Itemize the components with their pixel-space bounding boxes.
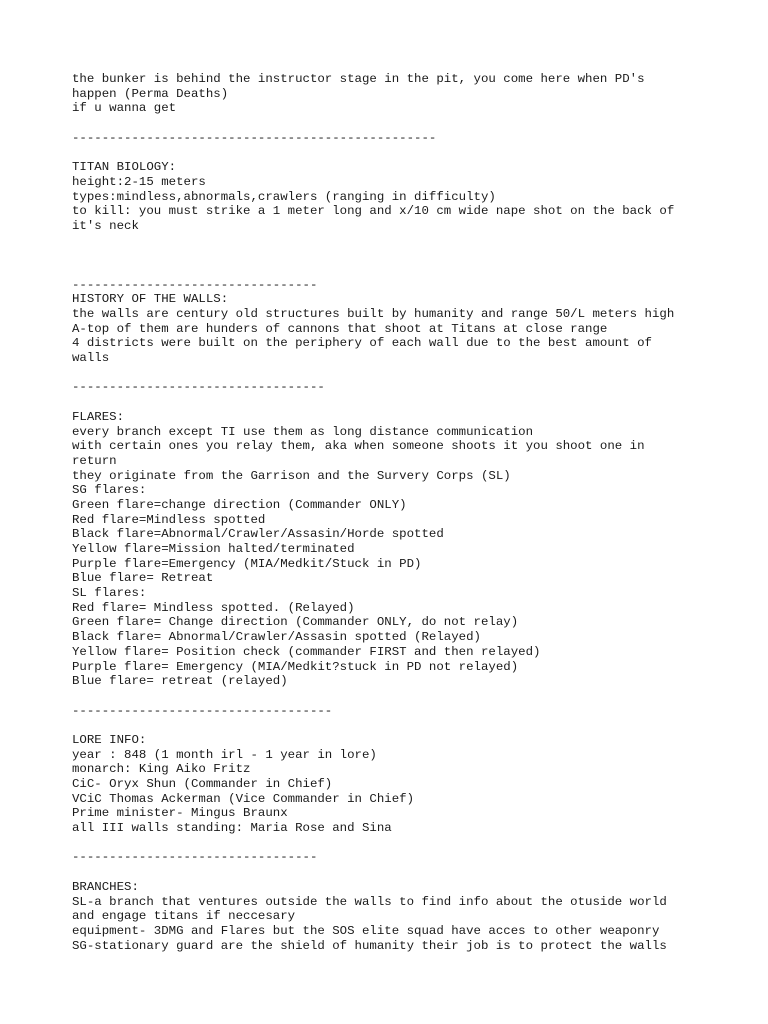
- text-line: Prime minister- Mingus Braunx: [72, 806, 288, 821]
- text-line: Red flare=Mindless spotted: [72, 512, 266, 527]
- text-line: Purple flare=Emergency (MIA/Medkit/Stuck in PD): [72, 556, 422, 571]
- text-line: Blue flare= Retreat: [72, 571, 214, 586]
- text-line: ---------------------------------: [72, 850, 318, 865]
- text-line: [72, 836, 712, 851]
- text-line: equipment- 3DMG and Flares but the SOS elite squad have acces to other weaponry: [72, 923, 660, 938]
- text-line: -------------------------------------------------: [72, 130, 437, 145]
- text-line: return: [72, 453, 117, 468]
- text-line: [72, 145, 712, 160]
- text-line: types:mindless,abnormals,crawlers (ranging in difficulty): [72, 189, 496, 204]
- text-line: Red flare= Mindless spotted. (Relayed): [72, 600, 355, 615]
- document-body: [72, 72, 712, 953]
- text-line: BRANCHES:: [72, 879, 139, 894]
- text-line: monarch: King Aiko Fritz: [72, 762, 251, 777]
- text-line: ----------------------------------: [72, 380, 325, 395]
- text-line: A-top of them are hunders of cannons that shoot at Titans at close range: [72, 321, 608, 336]
- text-line: [72, 116, 712, 131]
- text-line: all III walls standing: Maria Rose and Sina: [72, 821, 392, 836]
- text-line: the bunker is behind the instructor stage in the pit, you come here when PD's: [72, 72, 645, 86]
- text-line: TITAN BIOLOGY:: [72, 160, 177, 175]
- text-line: CiC- Oryx Shun (Commander in Chief): [72, 777, 333, 791]
- text-line: [72, 689, 712, 704]
- text-line: height:2-15 meters: [72, 174, 206, 189]
- text-line: SG-stationary guard are the shield of humanity their job is to protect the walls: [72, 938, 667, 953]
- text-line: with certain ones you relay them, aka when someone shoots it you shoot one in: [72, 439, 645, 454]
- text-line: [72, 234, 712, 249]
- text-line: -----------------------------------: [72, 703, 333, 718]
- text-line: it's neck: [72, 218, 139, 233]
- text-line: Black flare= Abnormal/Crawler/Assasin spotted (Relayed): [72, 630, 481, 645]
- text-line: HISTORY OF THE WALLS:: [72, 292, 229, 307]
- text-line: Green flare= Change direction (Commander ONLY, do not relay): [72, 615, 519, 630]
- text-line: walls: [72, 351, 110, 366]
- text-line: [72, 366, 712, 381]
- text-line: [72, 718, 712, 733]
- text-line: Yellow flare=Mission halted/terminated: [72, 542, 355, 556]
- text-line: SL flares:: [72, 586, 147, 601]
- text-line: Green flare=change direction (Commander ONLY): [72, 497, 407, 512]
- text-line: every branch except TI use them as long distance communication: [72, 424, 534, 439]
- text-line: they originate from the Garrison and the Survery Corps (SL): [72, 468, 511, 483]
- text-line: year : 848 (1 month irl - 1 year in lore): [72, 747, 377, 762]
- text-line: LORE INFO:: [72, 732, 147, 747]
- text-line: Purple flare= Emergency (MIA/Medkit?stuck in PD not relayed): [72, 659, 519, 674]
- text-line: [72, 248, 712, 263]
- text-line: and engage titans if neccesary: [72, 909, 296, 924]
- text-line: if u wanna get: [72, 101, 177, 116]
- text-line: the walls are century old structures built by humanity and range 50/L meters high: [72, 307, 675, 321]
- text-line: SL-a branch that ventures outside the walls to find info about the otuside world: [72, 894, 667, 909]
- text-line: Black flare=Abnormal/Crawler/Assasin/Horde spotted: [72, 527, 444, 542]
- text-line: [72, 865, 712, 880]
- text-line: FLARES:: [72, 409, 125, 424]
- text-line: VCiC Thomas Ackerman (Vice Commander in Chief): [72, 791, 415, 806]
- text-line: Yellow flare= Position check (commander FIRST and then relayed): [72, 644, 541, 659]
- text-line: Blue flare= retreat (relayed): [72, 674, 288, 689]
- text-line: 4 districts were built on the periphery of each wall due to the best amount of: [72, 336, 652, 351]
- text-line: SG flares:: [72, 483, 147, 498]
- text-line: happen (Perma Deaths): [72, 86, 229, 101]
- text-line: [72, 263, 712, 278]
- text-line: ---------------------------------: [72, 277, 318, 292]
- text-line: to kill: you must strike a 1 meter long and x/10 cm wide nape shot on the back of: [72, 204, 675, 219]
- text-line: [72, 395, 712, 410]
